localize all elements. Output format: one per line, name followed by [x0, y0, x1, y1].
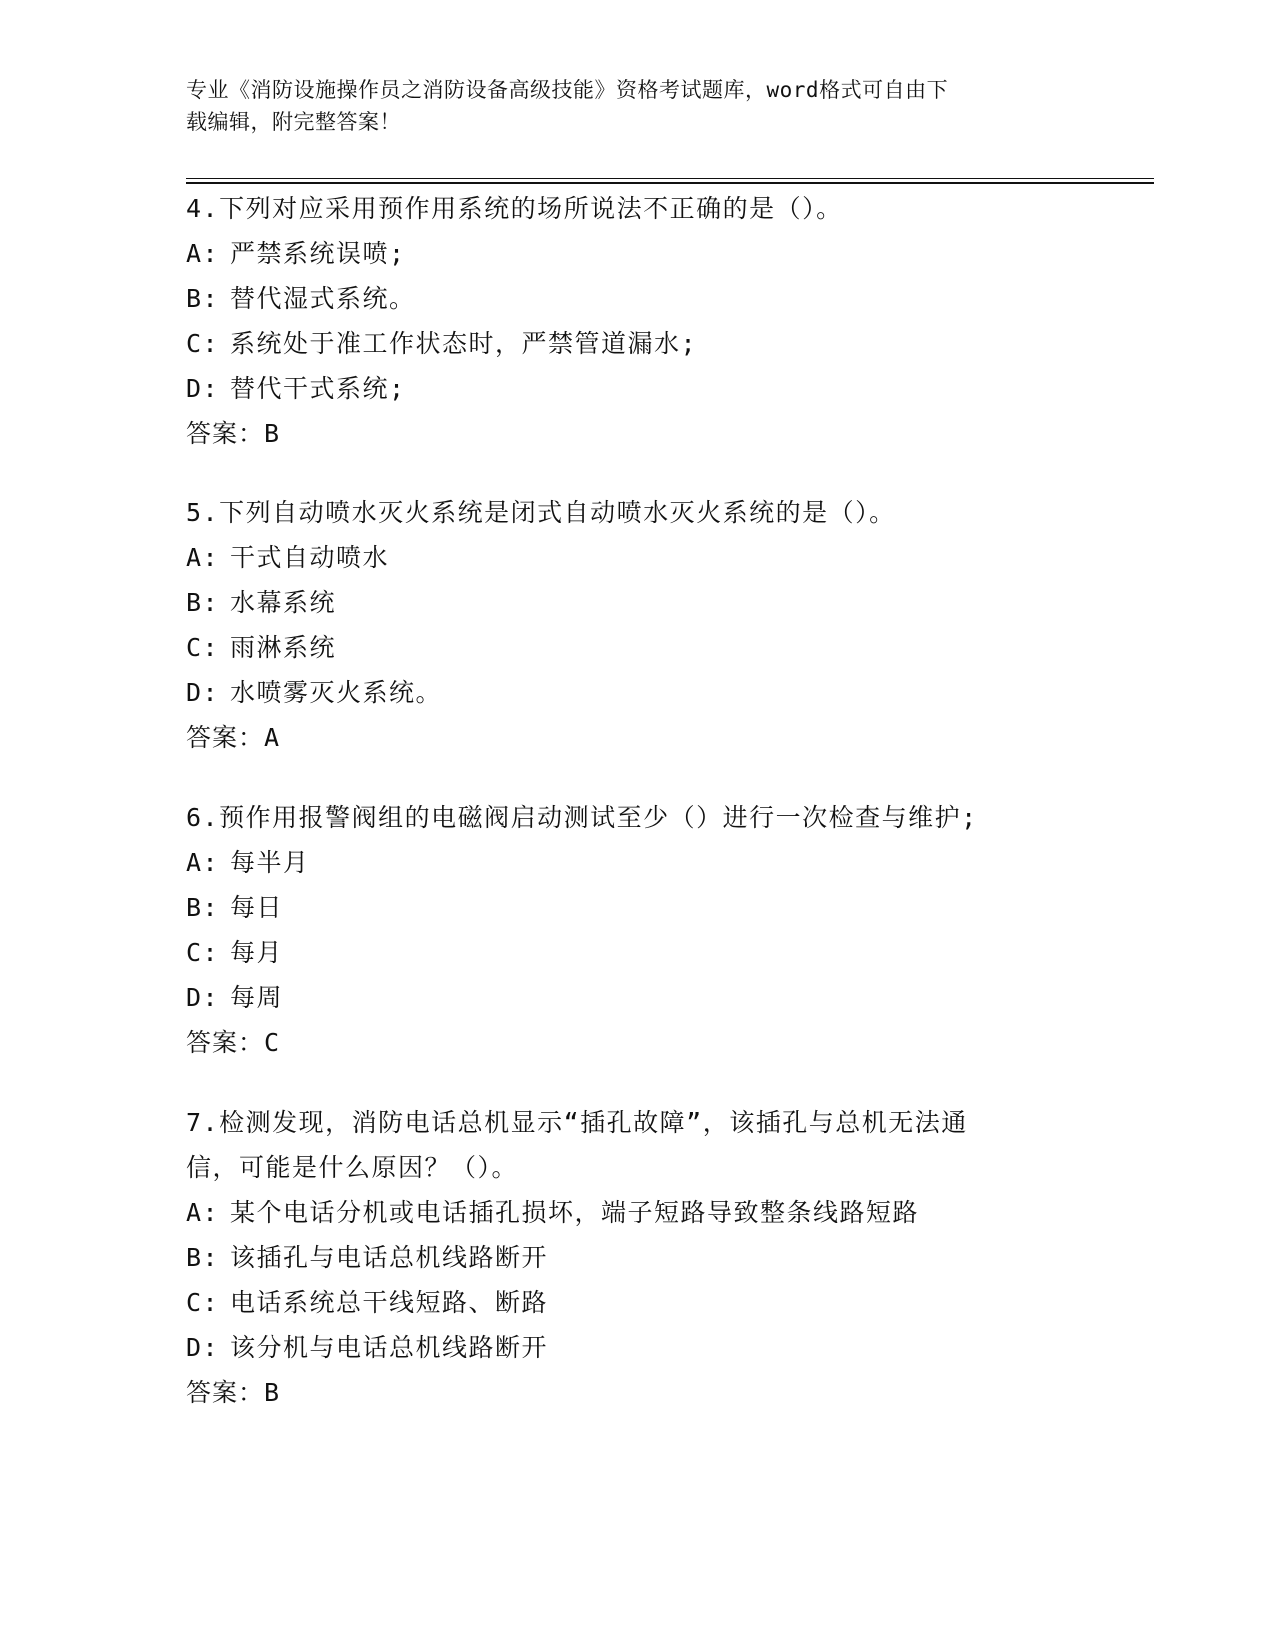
option-text: 严禁系统误喷; — [230, 239, 406, 268]
option-b — [186, 580, 1086, 625]
question-stem: 5.下列自动喷水灭火系统是闭式自动喷水灭火系统的是（）。 — [186, 498, 896, 527]
option-b — [186, 276, 1086, 321]
option-d — [186, 1325, 1086, 1370]
option-text: 每月 — [230, 938, 284, 967]
option-b — [186, 885, 1086, 930]
question-6 — [186, 795, 1086, 1065]
option-text: 某个电话分机或电话插孔损坏，端子短路导致整条线路短路 — [230, 1198, 920, 1227]
option-c — [186, 321, 1086, 366]
option-key: C: — [186, 1288, 220, 1317]
option-key: A: — [186, 239, 220, 268]
option-text: 水幕系统 — [230, 588, 337, 617]
header-rule-thin — [186, 178, 1154, 179]
header-line-1: 专业《消防设施操作员之消防设备高级技能》资格考试题库，word格式可自由下 — [186, 78, 949, 102]
option-key: B: — [186, 893, 220, 922]
option-key: B: — [186, 284, 220, 313]
option-text: 水喷雾灭火系统。 — [230, 678, 443, 707]
question-stem-line-1: 7.检测发现，消防电话总机显示“插孔故障”，该插孔与总机无法通 — [186, 1108, 968, 1137]
question-7 — [186, 1100, 1086, 1415]
option-a — [186, 535, 1086, 580]
option-b — [186, 1235, 1086, 1280]
option-d — [186, 975, 1086, 1020]
option-key: A: — [186, 1198, 220, 1227]
option-a — [186, 840, 1086, 885]
header-line-2: 载编辑，附完整答案！ — [186, 110, 401, 134]
option-text: 替代干式系统; — [230, 374, 406, 403]
option-key: D: — [186, 1333, 220, 1362]
option-d — [186, 366, 1086, 411]
option-text: 雨淋系统 — [230, 633, 337, 662]
question-5 — [186, 490, 1086, 760]
answer-label: 答案：B — [186, 1378, 281, 1407]
answer-label: 答案：C — [186, 1028, 281, 1057]
option-c — [186, 625, 1086, 670]
option-text: 每半月 — [230, 848, 310, 877]
option-text: 每日 — [230, 893, 284, 922]
option-a — [186, 231, 1086, 276]
option-key: D: — [186, 374, 220, 403]
option-c — [186, 1280, 1086, 1325]
answer-label: 答案：B — [186, 419, 281, 448]
option-key: D: — [186, 678, 220, 707]
option-key: B: — [186, 588, 220, 617]
header-rule-thick — [186, 182, 1154, 184]
option-c — [186, 930, 1086, 975]
option-text: 系统处于准工作状态时，严禁管道漏水; — [230, 329, 698, 358]
question-stem: 4.下列对应采用预作用系统的场所说法不正确的是（）。 — [186, 194, 843, 223]
question-stem: 6.预作用报警阀组的电磁阀启动测试至少（）进行一次检查与维护; — [186, 803, 978, 832]
document-header — [186, 74, 1066, 138]
option-key: A: — [186, 543, 220, 572]
option-text: 替代湿式系统。 — [230, 284, 416, 313]
option-d — [186, 670, 1086, 715]
option-key: A: — [186, 848, 220, 877]
option-key: D: — [186, 983, 220, 1012]
option-text: 该插孔与电话总机线路断开 — [230, 1243, 549, 1272]
option-text: 该分机与电话总机线路断开 — [230, 1333, 549, 1362]
option-key: B: — [186, 1243, 220, 1272]
question-stem-line-2: 信，可能是什么原因？（）。 — [186, 1153, 519, 1182]
option-key: C: — [186, 633, 220, 662]
option-text: 每周 — [230, 983, 284, 1012]
option-key: C: — [186, 938, 220, 967]
option-key: C: — [186, 329, 220, 358]
option-text: 电话系统总干线短路、断路 — [230, 1288, 549, 1317]
answer-label: 答案：A — [186, 723, 281, 752]
question-4 — [186, 186, 1086, 456]
option-text: 干式自动喷水 — [230, 543, 390, 572]
option-a — [186, 1190, 1086, 1235]
